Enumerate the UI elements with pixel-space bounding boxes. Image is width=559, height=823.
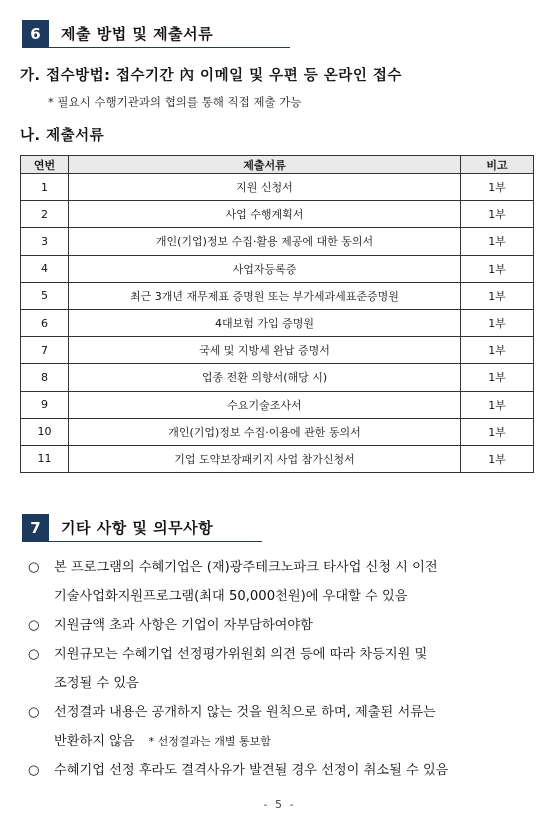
table-row	[21, 445, 534, 472]
row-doc: 지원 신청서	[69, 174, 461, 201]
circle-bullet-icon: ○	[28, 705, 40, 720]
section-6-header	[22, 20, 213, 47]
table-row	[21, 391, 534, 418]
row-no: 4	[21, 255, 69, 282]
circle-bullet-icon: ○	[28, 763, 40, 778]
table-header-row	[21, 156, 534, 174]
bullet-line: 수혜기업 선정 후라도 결격사유가 발견될 경우 선정이 취소될 수 있음	[54, 763, 449, 778]
table-row	[21, 255, 534, 282]
bullet-line: 반환하지 않음	[54, 734, 135, 749]
bullet-line: 본 프로그램의 수혜기업은 (재)광주테크노파크 타사업 신청 시 이전	[54, 560, 438, 575]
row-remark: 1부	[461, 364, 534, 391]
method-note: * 필요시 수행기관과의 협의를 통해 직접 제출 가능	[48, 95, 302, 109]
table-row	[21, 309, 534, 336]
row-remark: 1부	[461, 255, 534, 282]
section-7-header	[22, 514, 213, 541]
header-no: 연번	[21, 156, 69, 174]
docs-heading: 나. 제출서류	[20, 128, 105, 144]
row-doc: 수요기술조사서	[69, 391, 461, 418]
header-doc: 제출서류	[69, 156, 461, 174]
obligations-list	[28, 553, 548, 785]
row-no: 7	[21, 337, 69, 364]
row-remark: 1부	[461, 418, 534, 445]
circle-bullet-icon: ○	[28, 647, 40, 662]
row-remark: 1부	[461, 174, 534, 201]
bullet-line: 기술사업화지원프로그램(최대 50,000천원)에 우대할 수 있음	[54, 589, 408, 604]
row-doc: 개인(기업)정보 수집·활용 제공에 대한 동의서	[69, 228, 461, 255]
row-remark: 1부	[461, 309, 534, 336]
header-remark: 비고	[461, 156, 534, 174]
section-title: 기타 사항 및 의무사항	[61, 519, 214, 537]
list-item	[28, 611, 548, 640]
section-title: 제출 방법 및 제출서류	[61, 25, 214, 43]
row-remark: 1부	[461, 445, 534, 472]
row-no: 10	[21, 418, 69, 445]
row-no: 6	[21, 309, 69, 336]
row-doc: 최근 3개년 재무제표 증명원 또는 부가세과세표준증명원	[69, 282, 461, 309]
table-row	[21, 418, 534, 445]
row-remark: 1부	[461, 201, 534, 228]
page-number: - 5 -	[263, 798, 296, 811]
row-doc: 4대보험 가입 증명원	[69, 309, 461, 336]
section-underline	[22, 47, 290, 48]
bullet-line: 조정될 수 있음	[54, 676, 139, 691]
row-no: 2	[21, 201, 69, 228]
circle-bullet-icon: ○	[28, 560, 40, 575]
circle-bullet-icon: ○	[28, 618, 40, 633]
table-row	[21, 282, 534, 309]
table-row	[21, 364, 534, 391]
table-row	[21, 201, 534, 228]
table-row	[21, 174, 534, 201]
documents-table	[20, 155, 534, 473]
table-row	[21, 337, 534, 364]
bullet-line: 선정결과 내용은 공개하지 않는 것을 원칙으로 하며, 제출된 서류는	[54, 705, 436, 720]
section-number: 6	[22, 20, 49, 47]
row-remark: 1부	[461, 282, 534, 309]
list-item	[28, 756, 548, 785]
row-no: 1	[21, 174, 69, 201]
section-underline	[22, 541, 262, 542]
row-doc: 개인(기업)정보 수집·이용에 관한 동의서	[69, 418, 461, 445]
row-no: 8	[21, 364, 69, 391]
row-doc: 기업 도약보장패키지 사업 참가신청서	[69, 445, 461, 472]
row-no: 9	[21, 391, 69, 418]
row-doc: 사업 수행계획서	[69, 201, 461, 228]
list-item	[28, 553, 548, 611]
row-remark: 1부	[461, 391, 534, 418]
method-heading: 가. 접수방법: 접수기간 內 이메일 및 우편 등 온라인 접수	[20, 68, 402, 84]
list-item	[28, 698, 548, 756]
section-number: 7	[22, 514, 49, 541]
bullet-line-wrap	[54, 727, 548, 756]
list-item	[28, 640, 548, 698]
row-doc: 국세 및 지방세 완납 증명서	[69, 337, 461, 364]
row-remark: 1부	[461, 228, 534, 255]
row-remark: 1부	[461, 337, 534, 364]
row-doc: 업종 전환 의향서(해당 시)	[69, 364, 461, 391]
table-row	[21, 228, 534, 255]
bullet-note: * 선정결과는 개별 통보함	[148, 735, 271, 748]
row-no: 3	[21, 228, 69, 255]
row-no: 11	[21, 445, 69, 472]
row-no: 5	[21, 282, 69, 309]
row-doc: 사업자등록증	[69, 255, 461, 282]
bullet-line: 지원금액 초과 사항은 기업이 자부담하여야함	[54, 618, 313, 633]
bullet-line: 지원규모는 수혜기업 선정평가위원회 의견 등에 따라 차등지원 및	[54, 647, 428, 662]
